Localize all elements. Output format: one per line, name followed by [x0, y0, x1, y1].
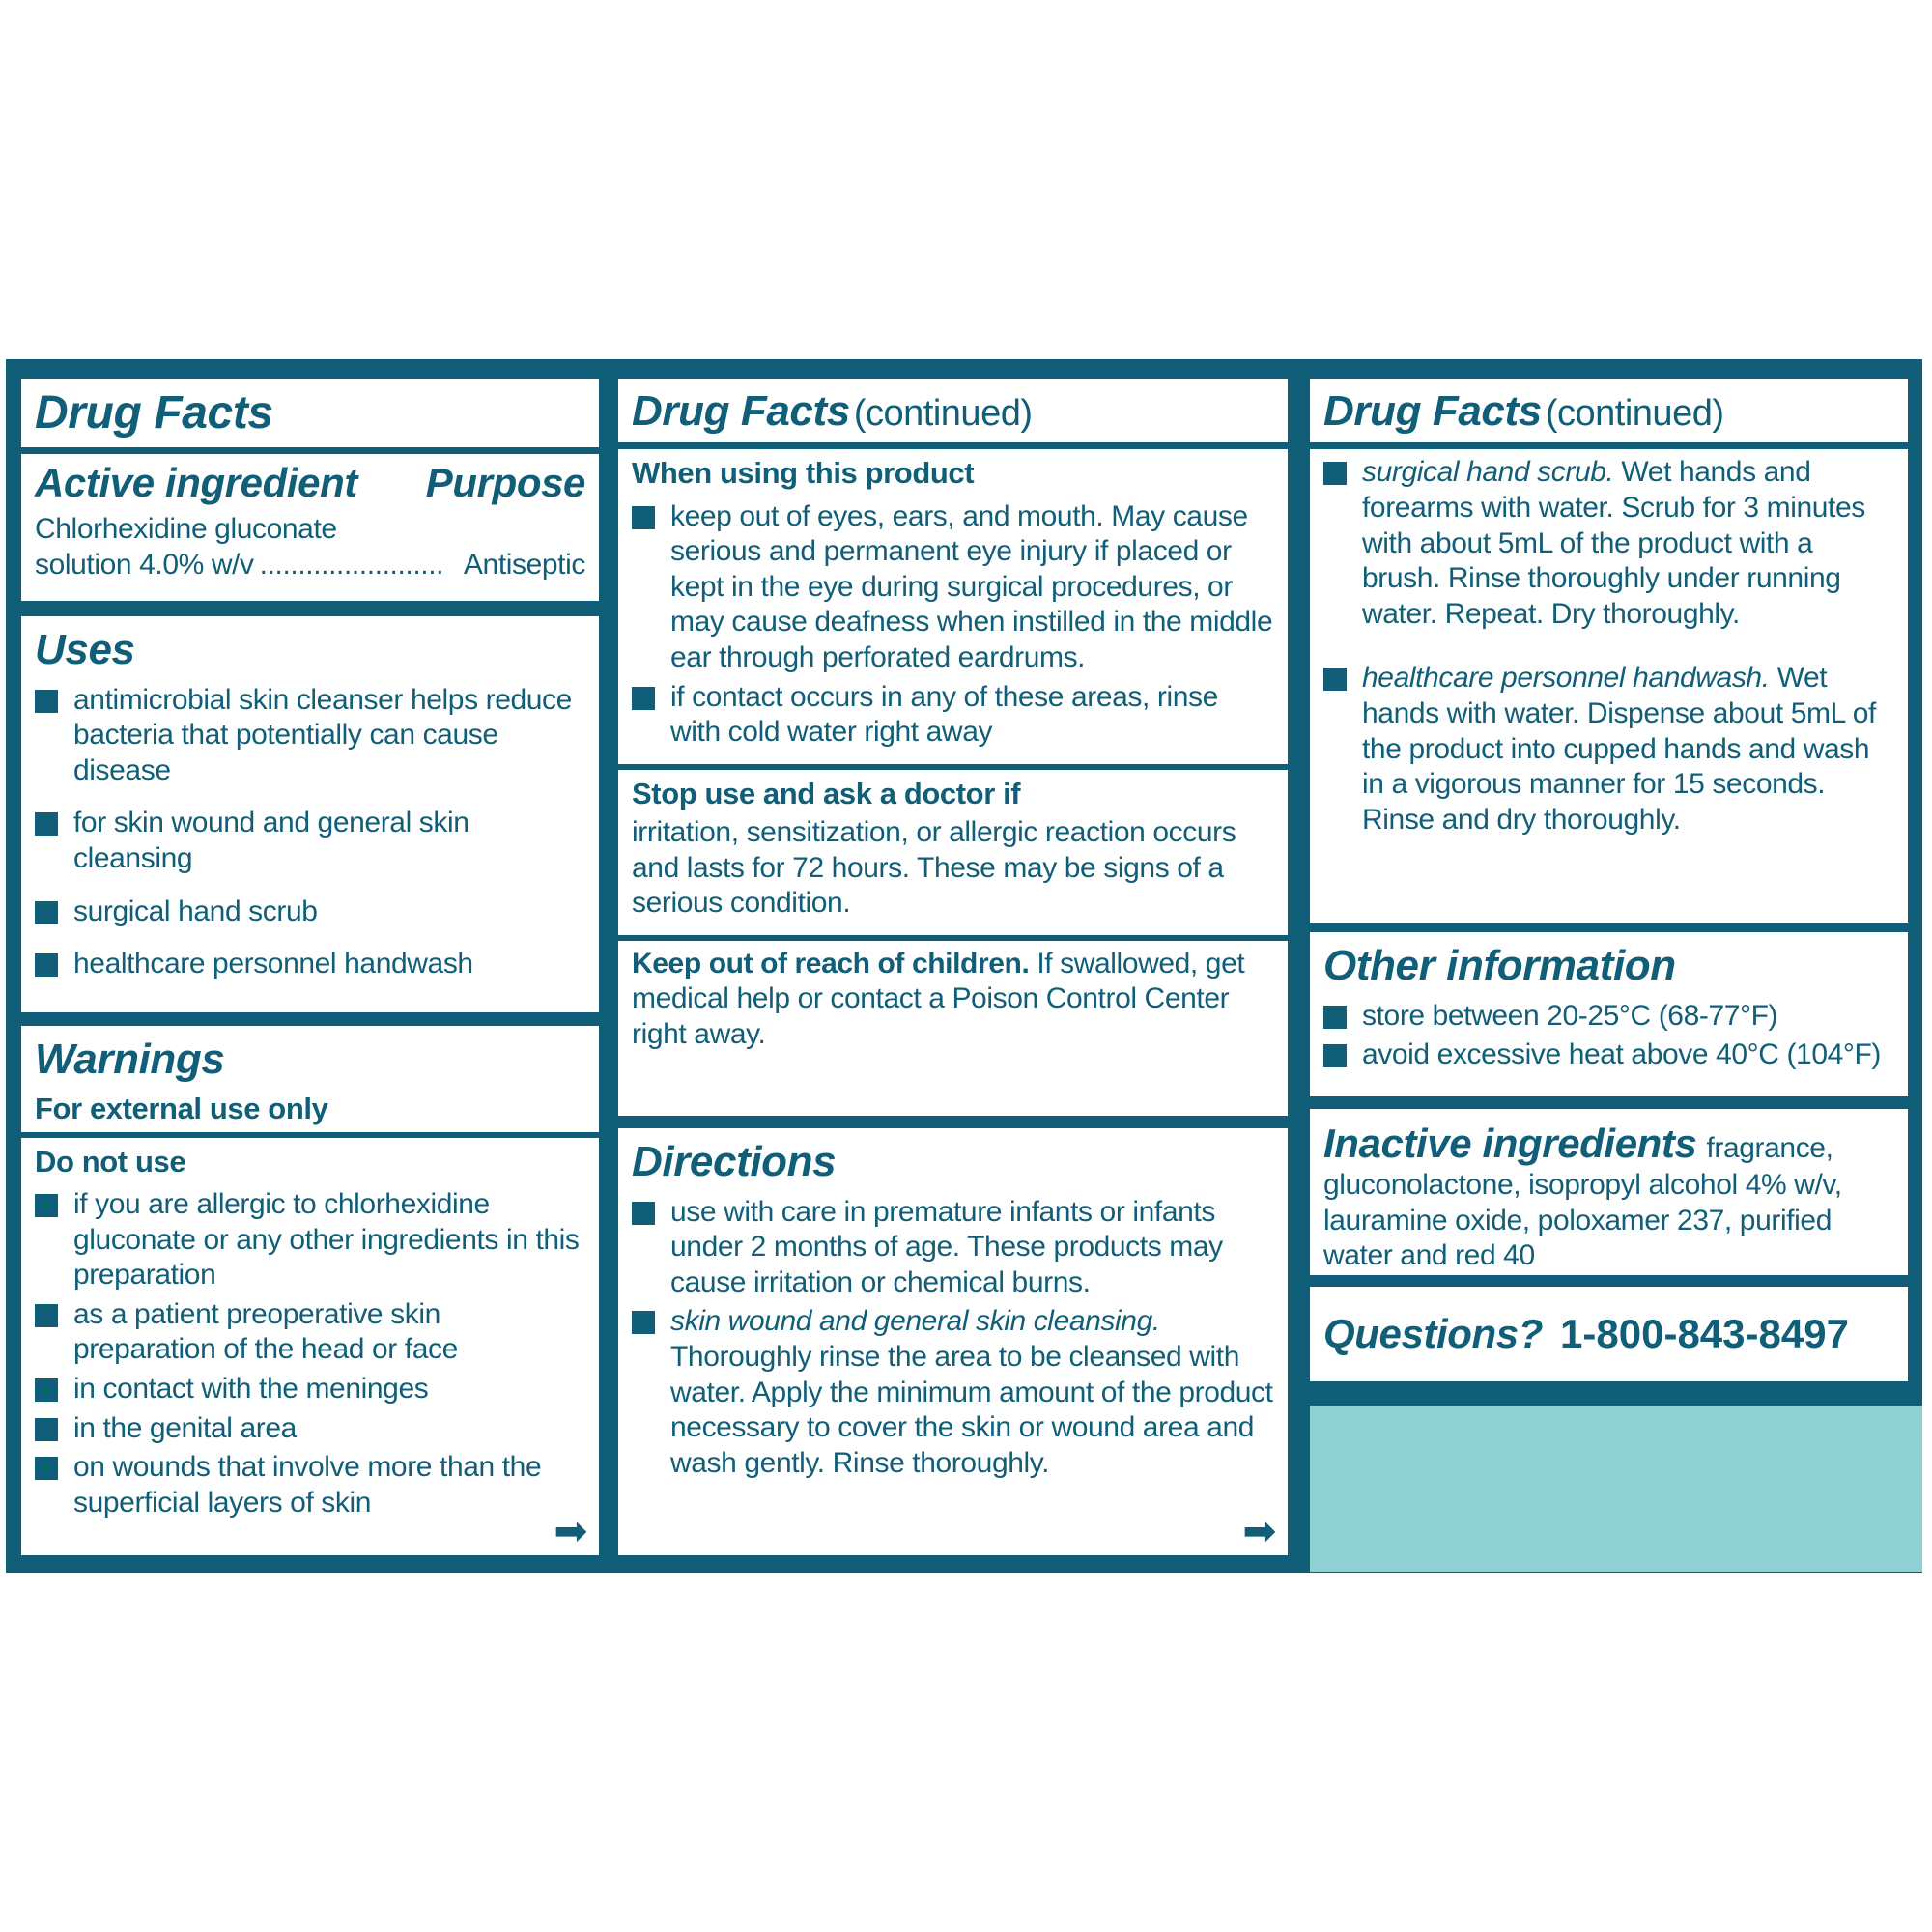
list-item	[1323, 455, 1894, 632]
bullet-square-icon	[35, 1304, 58, 1327]
bullet-square-icon	[35, 1378, 58, 1402]
keep-out-paragraph	[632, 947, 1274, 1053]
panel-warnings	[21, 1026, 599, 1555]
uses-bullet: for skin wound and general skin cleansing	[73, 807, 469, 874]
directions-bullet: use with care in premature infants or infants under 2 months of age. These products may cause irritation or chemical burns.	[670, 1195, 1223, 1298]
questions-row	[1323, 1296, 1894, 1372]
directions-list	[632, 1195, 1274, 1482]
purpose-heading: Purpose	[425, 459, 585, 505]
bullet-square-icon	[35, 1194, 58, 1217]
keep-out-heading: Keep out of reach of children.	[632, 947, 1030, 980]
bullet-square-icon	[35, 812, 58, 836]
other-information-list	[1323, 999, 1894, 1073]
inactive-ingredients-text: fragrance, gluconolactone, isopropyl alcohol 4% w/v, lauramine oxide, poloxamer 237, purified water and red 40	[1323, 1132, 1842, 1272]
uses-title: Uses	[35, 626, 135, 673]
dot-leader: ........................	[259, 549, 444, 582]
list-item	[35, 1411, 585, 1447]
uses-bullet: antimicrobial skin cleanser helps reduce bacteria that potentially can cause disease	[73, 683, 572, 786]
bullet-square-icon	[1323, 668, 1347, 691]
list-item	[35, 1297, 585, 1368]
other-information-title: Other information	[1323, 942, 1676, 989]
drug-facts-continued-title	[1323, 388, 1894, 435]
panel-active-ingredient	[21, 379, 599, 601]
divider	[1310, 442, 1908, 449]
drug-facts-title: Drug Facts	[35, 387, 273, 439]
bullet-square-icon	[35, 901, 58, 924]
panel-other-information	[1310, 932, 1908, 1096]
bullet-square-icon	[35, 1418, 58, 1441]
directions-bullet-lead: skin wound and general skin cleansing.	[670, 1305, 1160, 1338]
continue-arrow-icon: ➡	[1242, 1507, 1276, 1554]
panel-directions	[618, 1128, 1288, 1555]
continued-label: (continued)	[853, 393, 1033, 434]
list-item	[632, 1304, 1274, 1481]
bullet-square-icon	[632, 1311, 655, 1334]
external-use-heading: For external use only	[35, 1091, 328, 1125]
list-item	[35, 895, 585, 930]
bullet-square-icon	[35, 953, 58, 977]
directions-continued-list	[1323, 455, 1894, 838]
directions-bullet-text: Thoroughly rinse the area to be cleansed with water. Apply the minimum amount of the product necessary to cover the skin or wound area and wash gently. Rinse thoroughly.	[670, 1340, 1273, 1479]
drug-facts-title: Drug Facts	[632, 387, 850, 435]
panel-questions	[1310, 1287, 1908, 1381]
bullet-square-icon	[1323, 1006, 1347, 1029]
list-item	[35, 1450, 585, 1520]
active-ingredient-heading: Active ingredient	[35, 459, 357, 505]
divider	[618, 935, 1288, 941]
stop-use-heading: Stop use and ask a doctor if	[632, 776, 1021, 810]
list-item	[632, 499, 1274, 676]
panel-directions-continued	[1310, 379, 1908, 923]
warnings-bullet: in contact with the meninges	[73, 1372, 429, 1405]
keep-out-body: If swallowed, get medical help or contact a Poison Control Center right away.	[632, 947, 1245, 1050]
list-item	[1323, 1037, 1894, 1073]
when-using-bullet: keep out of eyes, ears, and mouth. May cause serious and permanent eye injury if placed or kept in the eye during surgical procedures, or may cause deafness when instilled in the middle ear through perforated eardrums.	[670, 499, 1273, 673]
directions-bullet	[670, 1304, 1274, 1481]
bullet-square-icon	[632, 506, 655, 529]
bullet-square-icon	[1323, 462, 1347, 485]
warnings-bullet: in the genital area	[73, 1411, 297, 1444]
drug-facts-continued-title	[632, 388, 1274, 435]
bullet-square-icon	[632, 687, 655, 710]
warnings-bullet: if you are allergic to chlorhexidine gluconate or any other ingredients in this preparation	[73, 1187, 580, 1292]
inactive-ingredients-title: Inactive ingredients	[1323, 1121, 1697, 1166]
uses-bullet: healthcare personnel handwash	[73, 948, 473, 980]
active-ingredient-name: Chlorhexidine gluconate	[35, 512, 337, 545]
surgical-scrub-bullet	[1362, 455, 1894, 632]
warnings-list	[35, 1187, 585, 1520]
handwash-lead: healthcare personnel handwash.	[1362, 662, 1770, 695]
continued-label: (continued)	[1545, 393, 1724, 434]
list-item	[632, 680, 1274, 751]
uses-list	[35, 683, 585, 982]
bullet-square-icon	[1323, 1044, 1347, 1067]
handwash-text: Wet hands with water. Dispense about 5mL of the product into cupped hands and wash in a vigorous manner for 15 seconds. Rinse and dry thoroughly.	[1362, 662, 1876, 836]
questions-label: Questions?	[1323, 1311, 1544, 1356]
divider	[618, 442, 1288, 449]
panel-inactive-ingredients	[1310, 1109, 1908, 1275]
panel-uses	[21, 616, 599, 1012]
list-item	[35, 806, 585, 876]
list-item	[35, 683, 585, 789]
inactive-ingredients-paragraph	[1323, 1119, 1894, 1274]
directions-title: Directions	[632, 1138, 837, 1185]
bullet-square-icon	[35, 690, 58, 713]
when-using-heading: When using this product	[632, 456, 975, 491]
warnings-bullet: on wounds that involve more than the superficial layers of skin	[73, 1451, 542, 1519]
active-ingredient-strength: solution 4.0% w/v	[35, 549, 254, 582]
questions-phone-number: 1-800-843-8497	[1560, 1311, 1849, 1356]
warnings-bullet: as a patient preoperative skin preparation of the head or face	[73, 1297, 458, 1366]
list-item	[632, 1195, 1274, 1301]
divider	[618, 764, 1288, 770]
list-item	[35, 1187, 585, 1293]
list-item	[1323, 661, 1894, 838]
other-info-bullet: store between 20-25°C (68-77°F)	[1362, 999, 1778, 1032]
list-item	[35, 1372, 585, 1407]
when-using-list	[632, 499, 1274, 751]
divider	[21, 1132, 599, 1138]
other-info-bullet: avoid excessive heat above 40°C (104°F)	[1362, 1038, 1882, 1071]
warnings-title: Warnings	[35, 1036, 225, 1083]
list-item	[35, 947, 585, 982]
panel-warnings-continued	[618, 379, 1288, 1116]
do-not-use-heading: Do not use	[35, 1144, 186, 1179]
stop-use-body: irritation, sensitization, or allergic reaction occurs and lasts for 72 hours. These may be signs of a serious condition.	[632, 815, 1236, 920]
list-item	[1323, 999, 1894, 1035]
handwash-bullet	[1362, 661, 1894, 838]
when-using-bullet: if contact occurs in any of these areas, rinse with cold water right away	[670, 680, 1218, 749]
drug-facts-label	[6, 359, 1922, 1573]
surgical-scrub-text: Wet hands and forearms with water. Scrub for 3 minutes with about 5mL of the product with a brush. Rinse thoroughly under running water. Repeat. Dry thoroughly.	[1362, 456, 1865, 630]
continue-arrow-icon: ➡	[554, 1507, 587, 1554]
bullet-square-icon	[632, 1202, 655, 1225]
active-ingredient-row	[35, 547, 585, 583]
surgical-scrub-lead: surgical hand scrub.	[1362, 456, 1614, 489]
active-ingredient-heading-row	[35, 460, 585, 506]
uses-bullet: surgical hand scrub	[73, 895, 318, 927]
brand-color-block	[1310, 1406, 1922, 1572]
purpose-value: Antiseptic	[463, 549, 585, 582]
bullet-square-icon	[35, 1457, 58, 1480]
drug-facts-title: Drug Facts	[1323, 387, 1542, 435]
divider	[21, 447, 599, 454]
